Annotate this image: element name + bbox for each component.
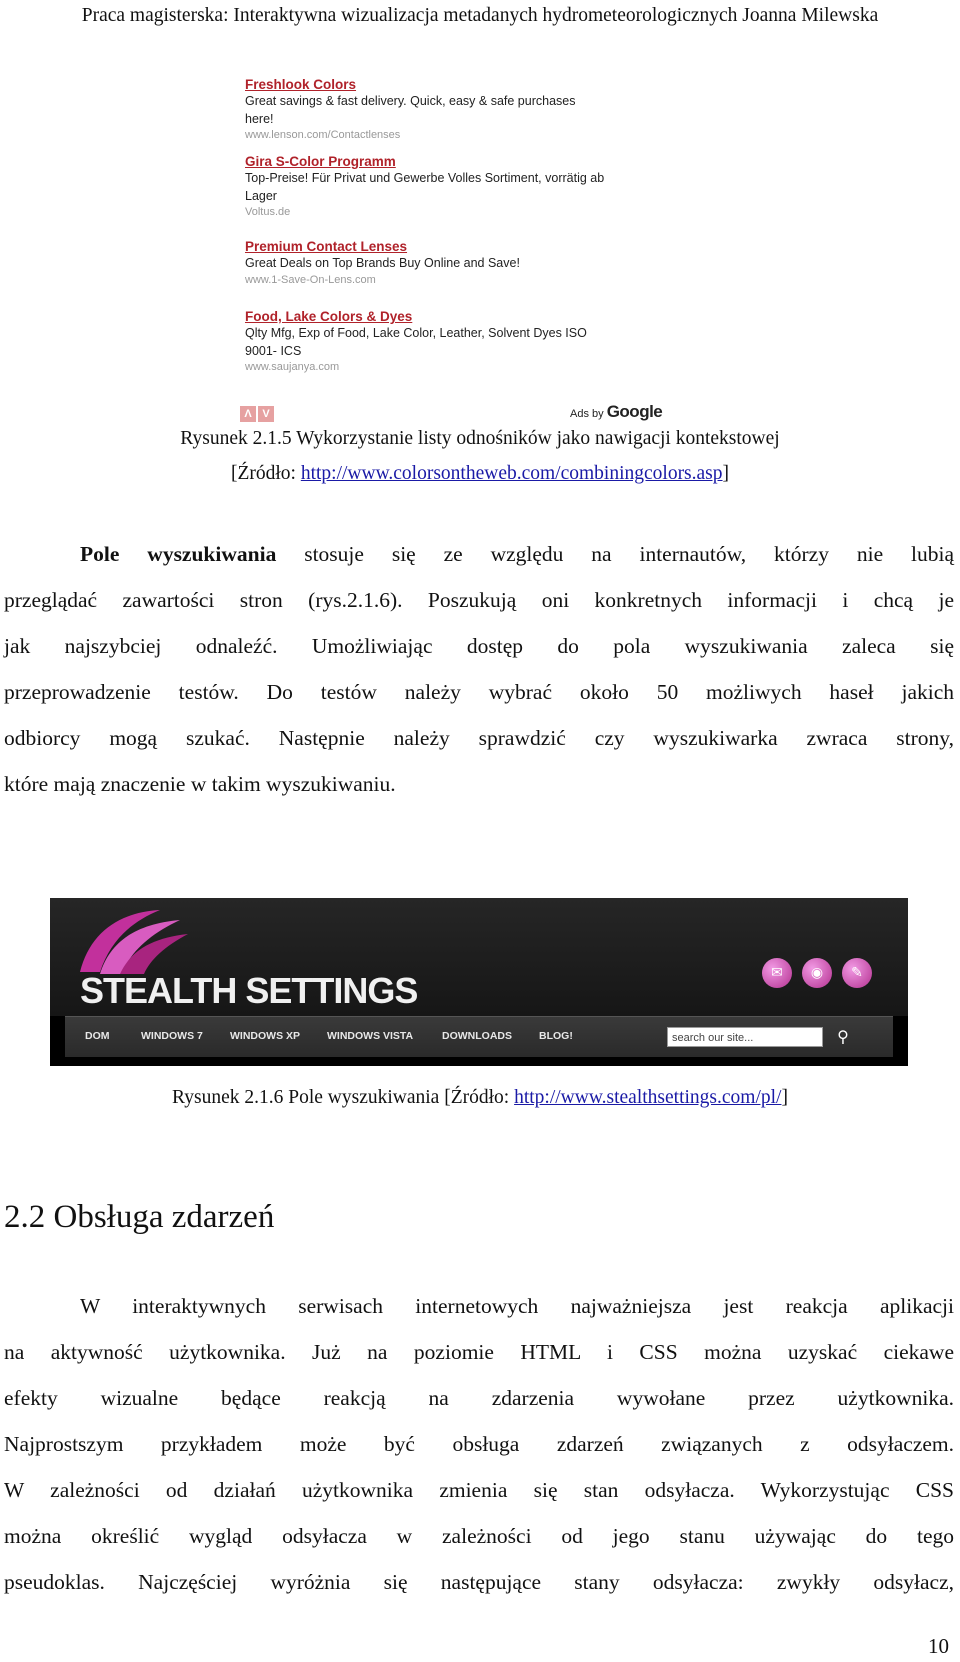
email-icon[interactable]: ✉ bbox=[762, 958, 792, 988]
nav-item-blog[interactable]: BLOG! bbox=[539, 1030, 573, 1042]
ad-title-link[interactable]: Food, Lake Colors & Dyes bbox=[245, 309, 413, 324]
source-link[interactable]: http://www.stealthsettings.com/pl/ bbox=[514, 1087, 782, 1108]
paragraph-line: W interaktywnych serwisach internetowych najważniejsza jest reakcja aplikacji bbox=[80, 1294, 954, 1318]
section-title: 2.2 Obsługa zdarzeń bbox=[4, 1199, 275, 1235]
ads-by-google[interactable] bbox=[570, 402, 662, 422]
search-input[interactable]: search our site... bbox=[667, 1027, 823, 1047]
paragraph-line: przeglądać zawartości stron (rys.2.1.6). Poszukują oni konkretnych informacji i chcą je bbox=[4, 588, 954, 612]
source-prefix: [Źródło: bbox=[230, 463, 301, 484]
ad-item bbox=[245, 308, 665, 375]
paragraph-line: W zależności od działań użytkownika zmienia się stan odsyłacza. Wykorzystując CSS bbox=[4, 1478, 954, 1502]
paragraph-line: można określić wygląd odsyłacza w zależności od jego stanu używając do tego bbox=[4, 1524, 954, 1548]
nav-item-downloads[interactable]: DOWNLOADS bbox=[442, 1030, 512, 1042]
paragraph-line: odbiorcy mogą szukać. Następnie należy sprawdzić czy wyszukiwarka zwraca strony, bbox=[4, 726, 954, 750]
site-nav bbox=[65, 1016, 893, 1057]
ad-description: Top-Preise! Für Privat und Gewerbe Volles Sortiment, vorrätig ab bbox=[245, 171, 605, 185]
ad-item bbox=[245, 153, 665, 220]
ads-figure bbox=[245, 76, 685, 431]
ad-title-link[interactable]: Gira S-Color Programm bbox=[245, 154, 396, 169]
source-link[interactable]: http://www.colorsontheweb.com/combiningcolors.asp bbox=[300, 463, 723, 484]
nav-item-windows7[interactable]: WINDOWS 7 bbox=[141, 1030, 203, 1042]
stealth-settings-screenshot bbox=[50, 898, 908, 1066]
ad-item bbox=[245, 238, 665, 288]
page-number: 10 bbox=[928, 1634, 949, 1658]
google-logo: Google bbox=[606, 402, 663, 421]
arrow-up-icon[interactable]: Λ bbox=[240, 406, 256, 422]
ad-url[interactable]: www.1-Save-On-Lens.com bbox=[245, 273, 376, 286]
ad-url[interactable]: Voltus.de bbox=[245, 206, 291, 218]
caption-suffix: ] bbox=[781, 1087, 788, 1108]
ad-title-link[interactable]: Freshlook Colors bbox=[245, 77, 357, 92]
ads-nav-arrows bbox=[240, 406, 274, 422]
paragraph-line: na aktywność użytkownika. Już na poziomie HTML i CSS można uzyskać ciekawe bbox=[4, 1340, 954, 1364]
bold-term: Pole wyszukiwania bbox=[80, 542, 277, 566]
ad-description: Lager bbox=[245, 188, 277, 203]
paragraph-line: jak najszybciej odnaleźć. Umożliwiając dostęp do pola wyszukiwania zaleca się bbox=[4, 634, 954, 658]
chat-icon[interactable]: ✎ bbox=[842, 958, 872, 988]
running-header: Praca magisterska: Interaktywna wizualizacja metadanych hydrometeorologicznych Joanna Milewska bbox=[81, 5, 879, 26]
paragraph-line: przeprowadzenie testów. Do testów należy wybrać około 50 możliwych haseł jakich bbox=[4, 680, 954, 704]
ad-description: Great savings & fast delivery. Quick, easy & safe purchases bbox=[245, 94, 576, 108]
paragraph-line: Najprostszym przykładem może być obsługa zdarzeń związanych z odsyłaczem. bbox=[4, 1432, 954, 1456]
ad-title-link[interactable]: Premium Contact Lenses bbox=[245, 239, 408, 254]
paragraph-line: które mają znaczenie w takim wyszukiwaniu. bbox=[4, 772, 396, 796]
figure-caption: Rysunek 2.1.5 Wykorzystanie listy odnośników jako nawigacji kontekstowej bbox=[180, 428, 780, 449]
source-suffix: ] bbox=[722, 463, 730, 484]
line-text: stosuje się ze względu na internautów, którzy nie lubią bbox=[276, 542, 954, 566]
site-logo[interactable]: STEALTH SETTINGS bbox=[80, 970, 418, 1011]
ad-url[interactable]: www.saujanya.com bbox=[245, 361, 340, 373]
search-icon[interactable]: ⚲ bbox=[837, 1027, 849, 1046]
figure-caption bbox=[0, 1086, 960, 1110]
nav-item-windowsxp[interactable]: WINDOWS XP bbox=[230, 1030, 300, 1042]
ad-url[interactable]: www.lenson.com/Contactlenses bbox=[245, 129, 401, 141]
paragraph-line: efekty wizualne będące reakcją na zdarzenia wywołane przez użytkownika. bbox=[4, 1386, 954, 1410]
paragraph-events bbox=[4, 1283, 954, 1605]
nav-item-dom[interactable]: DOM bbox=[85, 1030, 110, 1042]
ad-description: 9001- ICS bbox=[245, 343, 302, 358]
paragraph-search-field bbox=[4, 531, 954, 807]
paragraph-line bbox=[4, 531, 954, 577]
caption-prefix: Rysunek 2.1.6 Pole wyszukiwania [Źródło: bbox=[172, 1087, 515, 1108]
ad-item bbox=[245, 76, 665, 143]
rss-icon[interactable]: ◉ bbox=[802, 958, 832, 988]
paragraph-line: pseudoklas. Najczęściej wyróżnia się następujące stany odsyłacza: zwykły odsyłacz, bbox=[4, 1570, 954, 1594]
figure-source bbox=[0, 462, 960, 486]
ads-by-label: Ads by bbox=[570, 408, 604, 420]
nav-item-windowsvista[interactable]: WINDOWS VISTA bbox=[327, 1030, 414, 1042]
site-banner bbox=[50, 898, 908, 1016]
ad-description: Great Deals on Top Brands Buy Online and Save! bbox=[245, 256, 520, 270]
social-icons bbox=[762, 958, 872, 988]
ad-description: here! bbox=[245, 111, 274, 126]
arrow-down-icon[interactable]: V bbox=[258, 406, 274, 422]
ad-description: Qlty Mfg, Exp of Food, Lake Color, Leather, Solvent Dyes ISO bbox=[245, 326, 587, 340]
